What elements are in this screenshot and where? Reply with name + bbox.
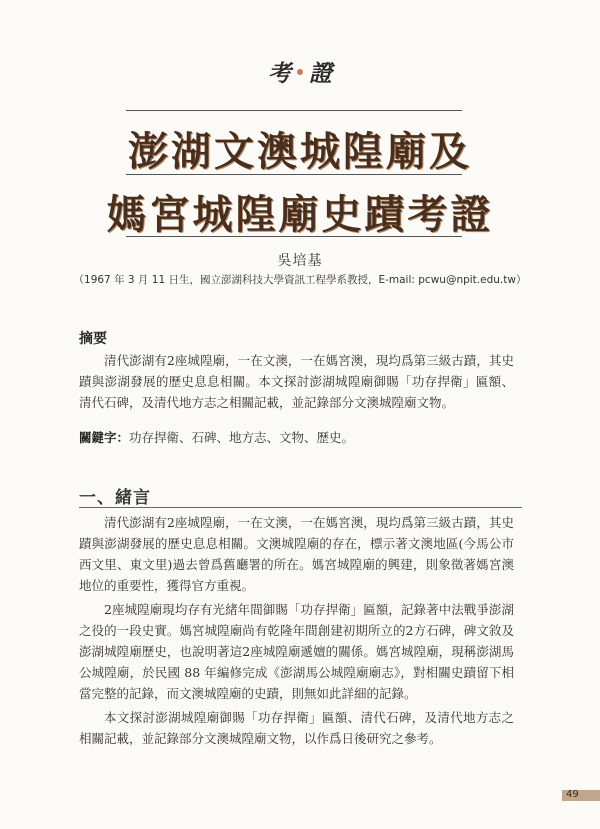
title-line-1: 澎湖文澳城隍廟及 [128,128,472,175]
section-paragraph: 清代澎湖有2座城隍廟，一在文澳，一在媽宮澳，現均爲第三級古蹟，其史蹟與澎湖發展的歷史息息相關。文澳城隍廟的存在，標示著文澳地區(今馬公市西文里、東文里)過去曾爲舊廳署的所在。媽宮城隍廟的興建，則象徵著媽宮澳地位的重要性，獲得官方重視。 [79,515,514,593]
section-heading: 一、緒言 [79,488,151,508]
title-line-2: 媽宮城隍廟史蹟考證 [106,191,494,238]
keywords [79,428,519,446]
title-top-rule [126,110,462,111]
keywords-label: 關鍵字： [79,430,130,445]
section-tag-char-1: 考 [268,60,291,87]
author-affiliation: （1967 年 3 月 11 日生，國立澎湖科技大學資訊工程學系教授，E-mail: pcwu@npit.edu.tw） [73,274,527,286]
title-middle-rule [126,174,462,175]
page-number: 49 [566,789,579,800]
abstract-heading: 摘要 [79,331,107,347]
section-tag [0,55,600,88]
title-bottom-rule [126,236,462,237]
section-tag-char-2: 證 [309,60,332,87]
abstract-body [79,350,514,413]
section-paragraph: 本文探討澎湖城隍廟御賜「功存捍衛」匾額、清代石碑，及清代地方志之相關記載，並記錄部分文澳城隍廟文物，以作爲日後研究之參考。 [79,710,514,746]
author-name: 吳培基 [277,253,323,269]
keywords-text: 功存捍衛、石碑、地方志、文物、歷史。 [129,430,355,445]
section-rule [79,507,522,508]
abstract-text: 清代澎湖有2座城隍廟，一在文澳，一在媽宮澳，現均爲第三級古蹟，其史蹟與澎湖發展的歷史息息相關。本文探討澎湖城隍廟御賜「功存捍衛」匾額、清代石碑，及清代地方志之相關記載，並記錄部分文澳城隍廟文物。 [79,353,514,410]
section-body [79,512,514,749]
section-tag-dot [297,69,303,75]
section-paragraph: 2座城隍廟現均存有光緒年間御賜「功存捍衛」匾額，記錄著中法戰爭澎湖之役的一段史實。媽宮城隍廟尚有乾隆年間創建初期所立的2方石碑，碑文敘及澎湖城隍廟歷史，也說明著這2座城隍廟遞嬗的關係。媽宮城隍廟，現稱澎湖馬公城隍廟，於民國 88 年編修完成《澎湖馬公城隍廟廟志》，對相關史蹟留下相當完整的記錄，而文澳城隍廟的史蹟，則無如此詳細的記錄。 [79,602,514,701]
